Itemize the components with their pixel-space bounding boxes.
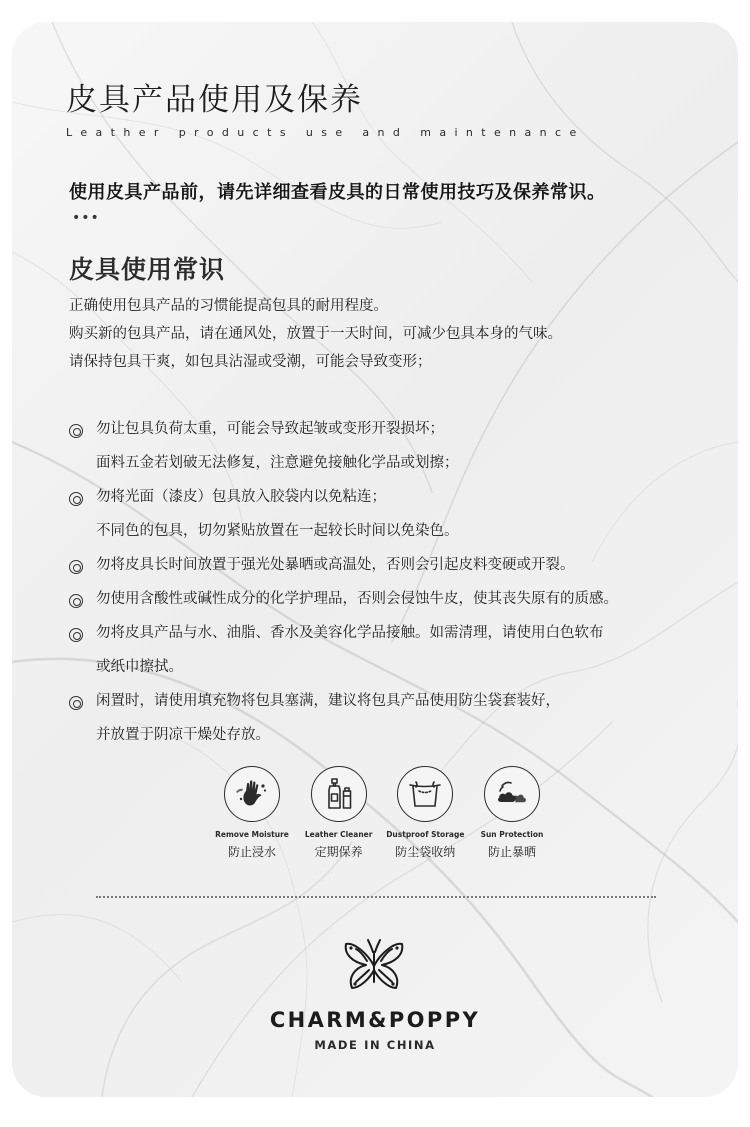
basics-line: 正确使用包具产品的习惯能提高包具的耐用程度。	[69, 298, 388, 314]
care-item-remove-moisture	[212, 766, 292, 860]
hand-wipe-icon	[224, 766, 280, 822]
tip-line: 勿将皮具长时间放置于强光处暴晒或高温处，否则会引起皮料变硬或开裂。	[96, 557, 575, 573]
target-bullet-icon	[69, 492, 83, 506]
section-title: 皮具使用常识	[69, 255, 226, 284]
care-cn-label: 防止浸水	[227, 845, 276, 859]
tip-item	[69, 480, 719, 548]
tip-item	[69, 582, 719, 616]
tip-item	[69, 616, 719, 684]
intro-text: 使用皮具产品前，请先详细查看皮具的日常使用技巧及保养常识。	[69, 182, 606, 203]
care-en-label: Sun Protection	[480, 830, 544, 839]
target-bullet-icon	[69, 560, 83, 574]
basics-line: 购买新的包具产品，请在通风处，放置于一天时间，可减少包具本身的气味。	[69, 326, 562, 342]
target-bullet-icon	[69, 696, 83, 710]
page-subtitle: Leather products use and maintenance	[66, 126, 585, 139]
care-cn-label: 防止暴晒	[487, 845, 536, 859]
care-item-dustproof-storage	[385, 766, 465, 860]
tip-line: 勿将光面（漆皮）包具放入胶袋内以免粘连；	[96, 489, 386, 505]
target-bullet-icon	[69, 594, 83, 608]
tip-line: 并放置于阴凉干燥处存放。	[96, 727, 270, 743]
tip-line: 闲置时，请使用填充物将包具塞满，建议将包具产品使用防尘袋套装好，	[96, 693, 560, 709]
made-in-label: MADE IN CHINA	[314, 1038, 436, 1052]
page-title: 皮具产品使用及保养	[66, 82, 363, 118]
basics-line: 请保持包具干爽，如包具沾湿或受潮，可能会导致变形；	[69, 354, 432, 370]
butterfly-logo-icon	[340, 932, 408, 1000]
tips-list	[69, 412, 719, 752]
tip-line: 勿使用含酸性或碱性成分的化学护理品，否则会侵蚀牛皮，使其丧失原有的质感。	[96, 591, 618, 607]
dust-bag-icon	[397, 766, 453, 822]
care-cn-label: 定期保养	[314, 845, 363, 859]
cleaner-bottles-icon	[311, 766, 367, 822]
tip-line: 勿让包具负荷太重，可能会导致起皱或变形开裂损坏；	[96, 421, 444, 437]
care-icons-row	[212, 766, 552, 860]
tip-line: 或纸巾擦拭。	[96, 659, 183, 675]
care-cn-label: 防尘袋收纳	[395, 845, 456, 859]
target-bullet-icon	[69, 628, 83, 642]
sun-cloud-icon	[484, 766, 540, 822]
tip-item	[69, 412, 719, 480]
page-content	[12, 22, 738, 1097]
tip-line: 面料五金若划破无法修复，注意避免接触化学品或划擦；	[96, 455, 459, 471]
marble-card	[12, 22, 738, 1097]
tip-item	[69, 684, 719, 752]
target-bullet-icon	[69, 424, 83, 438]
care-en-label: Dustproof Storage	[386, 830, 465, 839]
tip-line: 勿将皮具产品与水、油脂、香水及美容化学品接触。如需清理，请使用白色软布	[96, 625, 604, 641]
tip-line: 不同色的包具，切勿紧贴放置在一起较长时间以免染色。	[96, 523, 459, 539]
tip-item	[69, 548, 719, 582]
brand-name: CHARM&POPPY	[269, 1008, 481, 1032]
intro-dots: •••	[72, 210, 100, 226]
care-item-leather-cleaner	[299, 766, 379, 860]
care-en-label: Remove Moisture	[215, 830, 289, 839]
dotted-divider	[96, 896, 656, 898]
care-en-label: Leather Cleaner	[304, 830, 373, 839]
care-item-sun-protection	[472, 766, 552, 860]
basics-paragraph	[69, 292, 709, 376]
